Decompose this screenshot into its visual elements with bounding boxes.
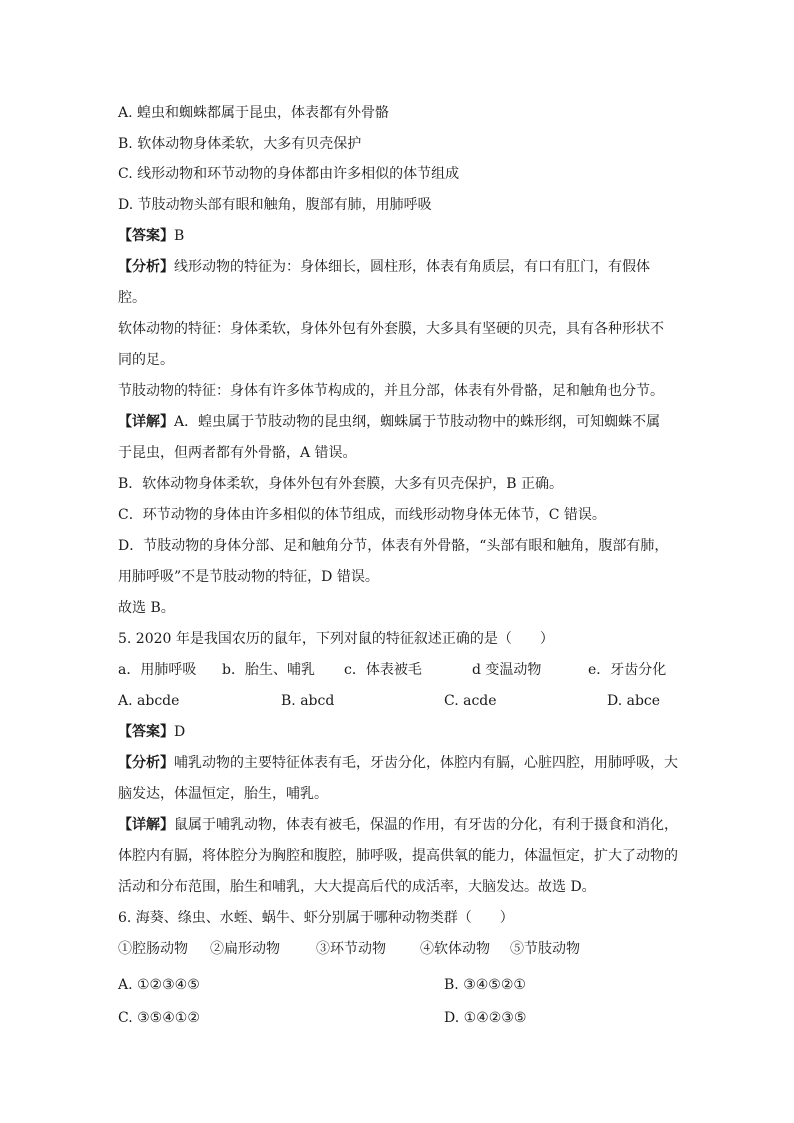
q4-detail-line: C．环节动物的身体由许多相似的体节组成，而线形动物身体无体节，C 错误。 xyxy=(118,507,606,523)
q4-detail-line: 于昆虫，但两者都有外骨骼，A 错误。 xyxy=(118,445,357,461)
detail-tag: 【详解】 xyxy=(118,414,174,430)
analysis-tag: 【分析】 xyxy=(118,755,174,771)
q4-detail-line: 用肺呼吸”不是节肢动物的特征，D 错误。 xyxy=(118,569,379,585)
analysis-text: 哺乳动物的主要特征体表有毛，牙齿分化，体腔内有膈，心脏四腔，用肺呼吸，大 xyxy=(174,755,678,771)
q5-analysis-line: 脑发达，体温恒定，胎生，哺乳。 xyxy=(118,786,328,802)
detail-text: A．蝗虫属于节肢动物的昆虫纲，蜘蛛属于节肢动物中的蛛形纲，可知蜘蛛不属 xyxy=(174,414,661,430)
analysis-tag: 【分析】 xyxy=(118,259,174,275)
q4-option-d: D. 节肢动物头部有眼和触角，腹部有肺，用肺呼吸 xyxy=(118,197,432,213)
q6-option-d: D. ①④②③⑤ xyxy=(444,1010,527,1026)
q5-feature-c: c．体表被毛 xyxy=(344,662,422,678)
q5-answer xyxy=(118,722,185,742)
answer-tag: 【答案】 xyxy=(118,228,174,244)
q4-analysis-line: 腔。 xyxy=(118,290,146,306)
q5-feature-d: d 变温动物 xyxy=(472,662,542,678)
q5-option-c: C. acde xyxy=(444,693,497,709)
q4-detail-line: B．软体动物身体柔软，身体外包有外套膜，大多有贝壳保护，B 正确。 xyxy=(118,476,564,492)
q4-analysis-line: 节肢动物的特征：身体有许多体节构成的，并且分部，体表有外骨骼，足和触角也分节。 xyxy=(118,383,664,399)
q5-detail-line: 体腔内有膈，将体腔分为胸腔和腹腔，肺呼吸，提高供氧的能力，体温恒定，扩大了动物的 xyxy=(118,848,678,864)
q6-group-5: ⑤节肢动物 xyxy=(510,941,580,957)
analysis-text: 线形动物的特征为：身体细长，圆柱形，体表有角质层，有口有肛门，有假体 xyxy=(174,259,650,275)
detail-tag: 【详解】 xyxy=(118,817,174,833)
q6-option-c: C. ③⑤④①② xyxy=(118,1010,200,1026)
q4-conclusion: 故选 B。 xyxy=(118,600,175,616)
q4-option-b: B. 软体动物身体柔软，大多有贝壳保护 xyxy=(118,136,362,152)
q4-detail-line: D．节肢动物的身体分部、足和触角分节，体表有外骨骼，“头部有眼和触角，腹部有肺， xyxy=(118,538,669,554)
q5-option-d: D. abce xyxy=(607,693,661,709)
q4-option-a: A. 蝗虫和蜘蛛都属于昆虫，体表都有外骨骼 xyxy=(118,105,390,121)
q5-option-a: A. abcde xyxy=(118,693,180,709)
q6-option-a: A. ①②③④⑤ xyxy=(118,977,200,993)
q5-option-b: B. abcd xyxy=(281,693,335,709)
q4-option-c: C. 线形动物和环节动物的身体都由许多相似的体节组成 xyxy=(118,166,460,182)
answer-value: B xyxy=(174,228,185,244)
q6-stem: 6. 海葵、绦虫、水蛭、蜗牛、虾分别属于哪种动物类群（ ） xyxy=(118,910,514,926)
q5-feature-e: e．牙齿分化 xyxy=(588,662,667,678)
q6-option-b: B. ③④⑤②① xyxy=(444,977,526,993)
answer-tag: 【答案】 xyxy=(118,724,174,740)
q4-detail-line xyxy=(118,412,660,432)
q4-analysis-line: 软体动物的特征：身体柔软，身体外包有外套膜，大多具有坚硬的贝壳，具有各种形状不 xyxy=(118,321,664,337)
q5-detail-line xyxy=(118,815,678,835)
q5-stem: 5. 2020 年是我国农历的鼠年，下列对鼠的特征叙述正确的是（ ） xyxy=(118,631,554,647)
q6-group-1: ①腔肠动物 xyxy=(118,941,188,957)
detail-text: 鼠属于哺乳动物，体表有被毛，保温的作用，有牙齿的分化，有利于摄食和消化， xyxy=(174,817,678,833)
q4-analysis-line xyxy=(118,257,650,277)
q5-detail-line: 活动和分布范围，胎生和哺乳，大大提高后代的成活率，大脑发达。故选 D。 xyxy=(118,879,596,895)
q5-analysis-line xyxy=(118,753,678,773)
q6-group-2: ②扁形动物 xyxy=(210,941,280,957)
q6-group-4: ④软体动物 xyxy=(420,941,490,957)
answer-value: D xyxy=(174,724,186,740)
q4-analysis-line: 同的足。 xyxy=(118,352,174,368)
q4-answer xyxy=(118,226,184,246)
q5-feature-b: b．胎生、哺乳 xyxy=(222,662,315,678)
q6-group-3: ③环节动物 xyxy=(316,941,386,957)
q5-feature-a: a．用肺呼吸 xyxy=(118,662,197,678)
